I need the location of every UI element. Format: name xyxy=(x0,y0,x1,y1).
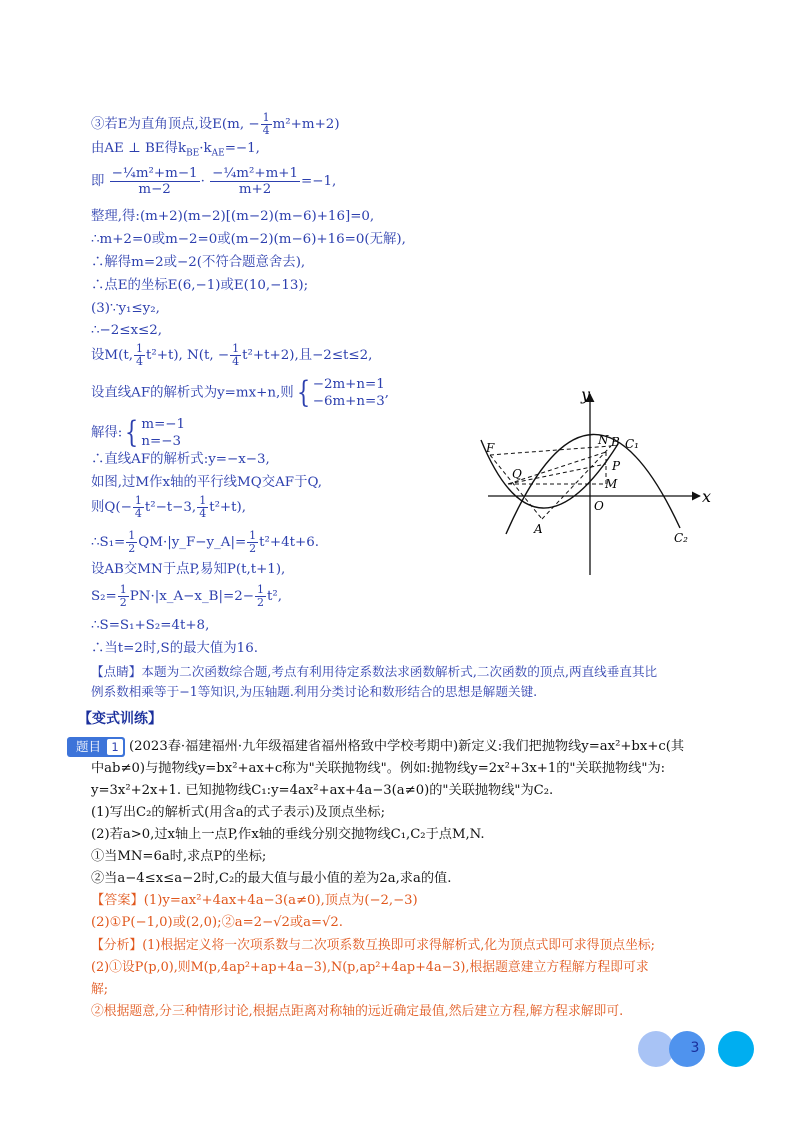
solution-line-9: ∴−2≤x≤2, xyxy=(91,323,163,338)
solution-line-18: S₂= $\frac{1}{2}$ PN·|x_A−x_B|=2− $\frac{1}{2}$ t², xyxy=(91,583,282,609)
question-line-3: y=3x²+2x+1. 已知抛物线C₁:y=4ax²+ax+4a−3(a≠0)的"关联抛物线"为C₂. xyxy=(91,783,554,798)
label-b: B xyxy=(611,435,620,449)
solution-line-2: 由AE ⊥ BE得$k_{BE}\cdot k_{AE}=-1$, xyxy=(91,141,260,159)
solution-line-13: ∴直线AF的解析式:y=−x−3, xyxy=(91,452,270,467)
label-y: y xyxy=(581,385,591,404)
label-c2: C₂ xyxy=(674,531,688,545)
solution-line-1: ③若E为直角顶点,设E(m, − $\frac{1}{4}$ m²+m+2) xyxy=(91,111,340,137)
label-a: A xyxy=(534,522,543,536)
solution-line-5: ∴m+2=0或m−2=0或(m−2)(m−6)+16=0(无解), xyxy=(91,232,406,247)
solution-line-14: 如图,过M作x轴的平行线MQ交AF于Q, xyxy=(91,475,323,490)
analysis-line-4: ②根据题意,分三种情形讨论,根据点距离对称轴的远近确定最值,然后建立方程,解方程求解即可. xyxy=(91,1004,624,1019)
analysis-line-1: 【分析】(1)根据定义将一次项系数与二次项系数互换即可求得解析式,化为顶点式即可求得顶点坐标; xyxy=(91,938,655,953)
label-x: x xyxy=(702,487,712,506)
answer-line-2: (2)①P(−1,0)或(2,0);②a=2−√2或a=√2. xyxy=(91,915,343,930)
solution-line-15: 则Q(− $\frac{1}{4}$ t²−t−3, $\frac{1}{4}$ t²+t), xyxy=(91,494,247,520)
label-n: N xyxy=(598,433,609,447)
label-q: Q xyxy=(512,467,522,481)
question-line-6: ①当MN=6a时,求点P的坐标; xyxy=(91,849,267,864)
line-af xyxy=(490,455,542,519)
solution-line-19: ∴S=S₁+S₂=4t+8, xyxy=(91,618,210,633)
solution-line-4: 整理,得:(m+2)(m−2)[(m−2)(m−6)+16]=0, xyxy=(91,209,375,224)
label-p: P xyxy=(612,459,621,473)
solution-line-6: ∴解得m=2或−2(不符合题意舍去), xyxy=(91,255,306,270)
question-line-5: (2)若a>0,过x轴上一点P,作x轴的垂线分别交抛物线C₁,C₂于点M,N. xyxy=(91,827,485,842)
question-line-7: ②当a−4≤x≤a−2时,C₂的最大值与最小值的差为2a,求a的值. xyxy=(91,871,452,886)
label-f: F xyxy=(486,441,495,455)
solution-line-12: 解得: { m=−1 n=−3 xyxy=(91,415,186,450)
solution-line-20: ∴当t=2时,S的最大值为16. xyxy=(91,641,258,656)
parabola-figure xyxy=(478,378,738,583)
question-line-4: (1)写出C₂的解析式(用含a的式子表示)及顶点坐标; xyxy=(91,805,386,820)
label-m: M xyxy=(605,477,618,491)
page-number: 3 xyxy=(690,1040,700,1056)
problem-tag-number: 1 xyxy=(107,739,123,755)
problem-tag xyxy=(67,737,125,757)
label-origin: O xyxy=(594,499,604,513)
problem-tag-label: 题目 xyxy=(76,739,102,754)
question-line-2: 中ab≠0)与抛物线y=bx²+ax+c称为"关联抛物线"。例如:抛物线y=2x²+3x+1的"关联抛物线"为: xyxy=(91,761,666,776)
solution-line-11: 设直线AF的解析式为y=mx+n,则 { −2m+n=1 −6m+n=3 , xyxy=(91,375,390,410)
answer-line-1: 【答案】(1)y=ax²+4ax+4a−3(a≠0),顶点为(−2,−3) xyxy=(91,893,418,908)
section-heading: 【变式训练】 xyxy=(78,711,162,727)
solution-line-8: (3)∵y₁≤y₂, xyxy=(91,301,160,316)
question-line-1: (2023春·福建福州·九年级福建省福州格致中学校考期中)新定义:我们把抛物线y=ax²+bx+c(其 xyxy=(129,739,685,754)
line-fb xyxy=(490,446,611,455)
solution-line-16: ∴S₁= $\frac{1}{2}$ QM·|y_F−y_A|= $\frac{1}{2}$ t²+4t+6. xyxy=(91,529,320,555)
solution-line-17: 设AB交MN于点P,易知P(t,t+1), xyxy=(91,562,286,577)
analysis-line-2: (2)①设P(p,0),则M(p,4ap²+ap+4a−3),N(p,ap²+4ap+4a−3),根据题意建立方程解方程即可求 xyxy=(91,960,649,975)
tip-line-1: 【点睛】本题为二次函数综合题,考点有利用待定系数法求函数解析式,二次函数的顶点,两直线垂直其比 xyxy=(91,664,658,679)
analysis-line-3: 解; xyxy=(91,982,109,997)
label-c1: C₁ xyxy=(625,437,639,451)
solution-line-7: ∴点E的坐标E(6,−1)或E(10,−13); xyxy=(91,278,309,293)
solution-line-10: 设M(t, $\frac{1}{4}$ t²+t), N(t, − $\frac{1}{4}$ t²+t+2),且−2≤t≤2, xyxy=(91,342,373,368)
tip-line-2: 例系数相乘等于−1等知识,为压轴题.利用分类讨论和数形结合的思想是解题关键. xyxy=(91,684,538,699)
solution-line-3: 即 $\frac{\text{−¼m²+m−1}}{m-2}$ · $\frac{\text{−¼m²+m+1}}{m+2}$ =−1, xyxy=(91,166,337,197)
